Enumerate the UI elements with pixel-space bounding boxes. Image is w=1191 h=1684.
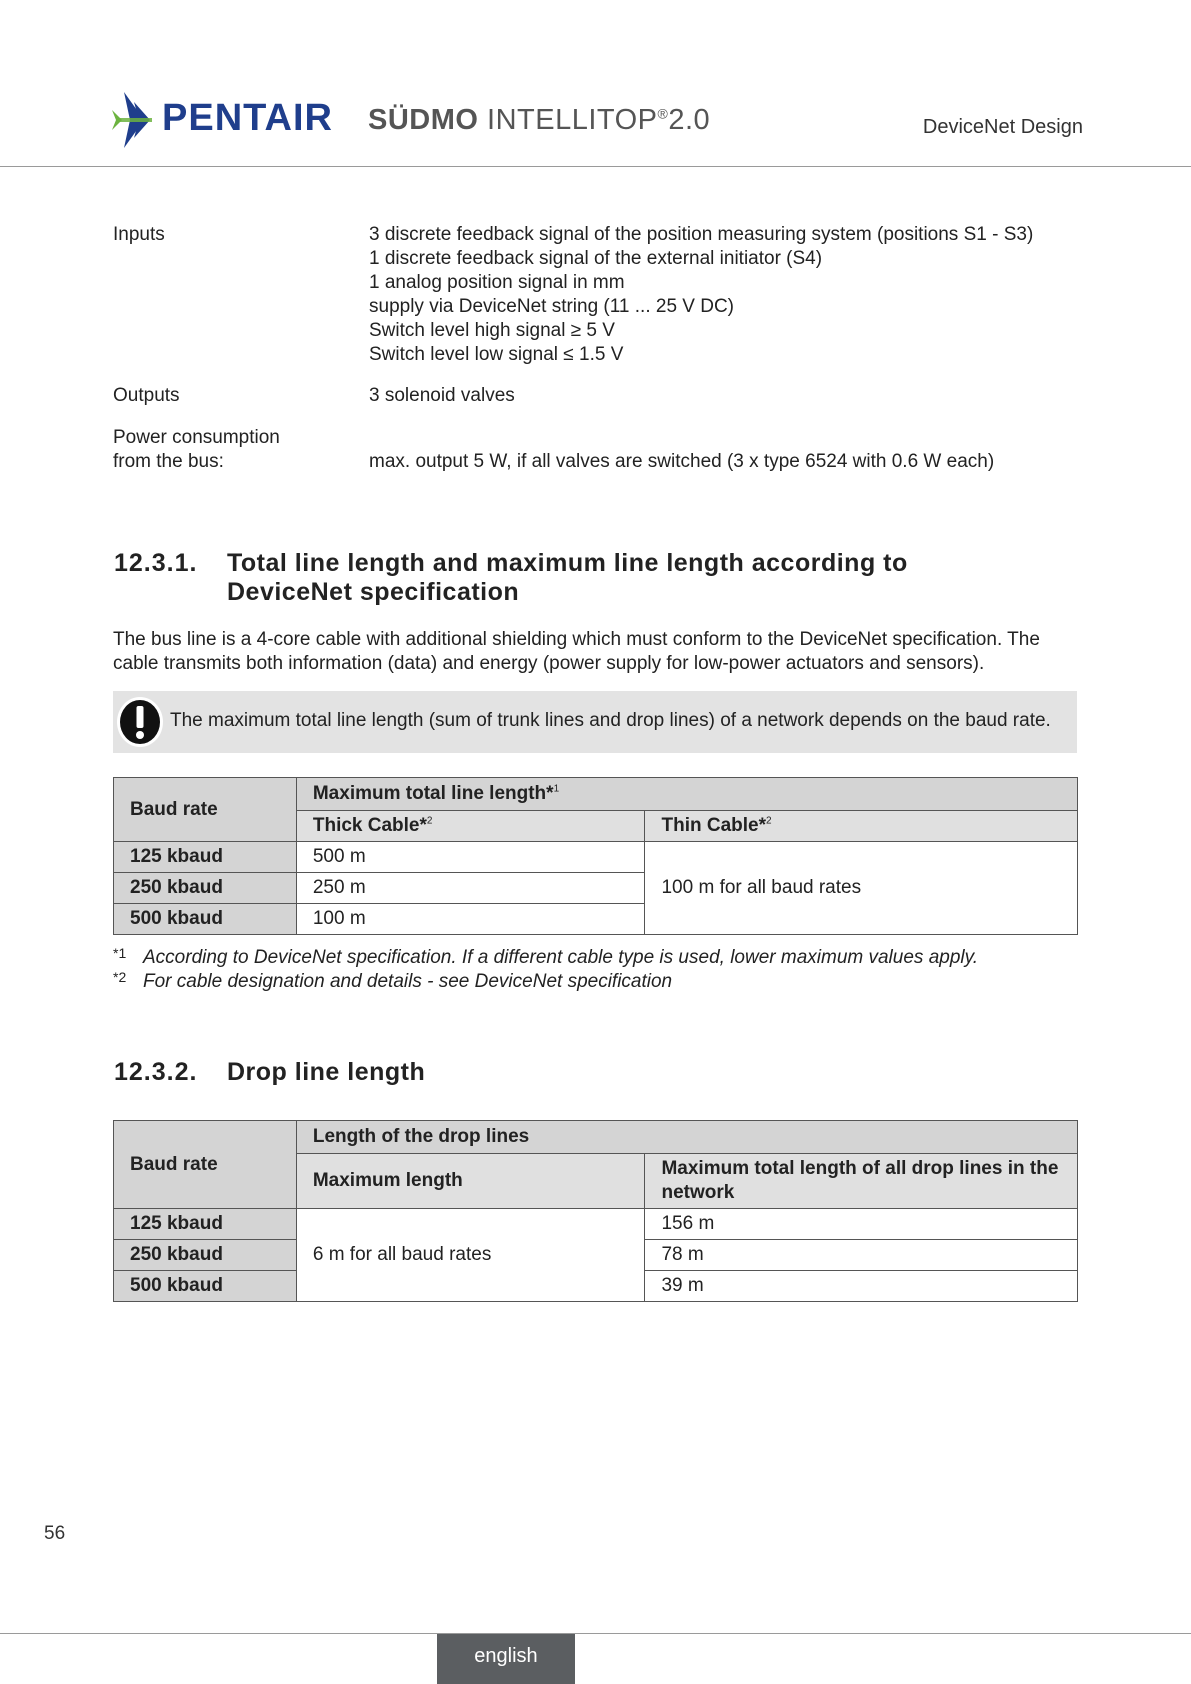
total-length-cell: 78 m <box>645 1240 1078 1271</box>
outputs-label: Outputs <box>113 385 180 406</box>
drop-lines-header: Length of the drop lines <box>296 1121 1077 1154</box>
body-paragraph: The bus line is a 4-core cable with additional shielding which must conform to the DeviceNet specification. The cable transmits both information (data) and energy (power supply for low-power actuators and sensors). <box>113 629 1040 674</box>
power-value: max. output 5 W, if all valves are switched (3 x type 6524 with 0.6 W each) <box>369 451 995 472</box>
baud-cell: 500 kbaud <box>114 904 297 935</box>
section-title: Drop line length <box>227 1058 426 1086</box>
thin-cable-header: Thin Cable*$^2$ <box>645 811 1078 842</box>
page-number: 56 <box>44 1523 66 1544</box>
language-tab[interactable]: english <box>437 1634 575 1684</box>
thick-value-cell: 500 m <box>296 842 645 873</box>
brand-name: PENTAIR <box>162 97 333 139</box>
inputs-value-line: Switch level low signal ≤ 1.5 V <box>369 344 624 365</box>
table-row <box>114 842 1078 873</box>
max-total-length-header: Maximum total line length*$^1$ <box>296 778 1077 811</box>
max-total-drop-header: Maximum total length of all drop lines in the network <box>645 1154 1078 1209</box>
power-label: Power consumption from the bus: <box>113 427 280 472</box>
total-length-cell: 156 m <box>645 1209 1078 1240</box>
header-divider <box>0 166 1191 167</box>
baud-rate-header: Baud rate <box>114 1121 297 1209</box>
total-length-cell: 39 m <box>645 1271 1078 1302</box>
outputs-value: 3 solenoid valves <box>369 385 515 406</box>
thick-cable-header: Thick Cable*$^2$ <box>296 811 645 842</box>
baud-cell: 125 kbaud <box>114 842 297 873</box>
table-row <box>114 1209 1078 1240</box>
inputs-label: Inputs <box>113 224 165 245</box>
inputs-value-line: 1 analog position signal in mm <box>369 272 625 293</box>
baud-cell: 250 kbaud <box>114 873 297 904</box>
thin-value-cell: 100 m for all baud rates <box>645 842 1078 935</box>
section-number: 12.3.1. <box>114 549 198 577</box>
thick-value-cell: 250 m <box>296 873 645 904</box>
inputs-value-line: Switch level high signal ≥ 5 V <box>369 320 615 341</box>
exclamation-icon <box>116 696 164 748</box>
inputs-value-line: 3 discrete feedback signal of the position measuring system (positions S1 - S3) <box>369 224 1034 245</box>
inputs-value-line: 1 discrete feedback signal of the external initiator (S4) <box>369 248 823 269</box>
baud-cell: 250 kbaud <box>114 1240 297 1271</box>
max-length-cell: 6 m for all baud rates <box>296 1209 645 1302</box>
baud-rate-header: Baud rate <box>114 778 297 842</box>
thick-value-cell: 100 m <box>296 904 645 935</box>
baud-cell: 500 kbaud <box>114 1271 297 1302</box>
drop-line-table <box>113 1120 1078 1302</box>
section-number: 12.3.2. <box>114 1058 198 1086</box>
notice-box <box>113 691 1077 753</box>
notice-text: The maximum total line length (sum of trunk lines and drop lines) of a network depends on the baud rate. <box>170 710 1051 731</box>
section-title: Total line length and maximum line length according to DeviceNet specification <box>227 549 908 606</box>
max-length-header: Maximum length <box>296 1154 645 1209</box>
line-length-table <box>113 777 1078 935</box>
inputs-value-line: supply via DeviceNet string (11 ... 25 V DC) <box>369 296 735 317</box>
pentair-logo-icon <box>110 92 158 148</box>
footer-divider <box>0 1633 1191 1634</box>
section-label: DeviceNet Design <box>922 116 1083 138</box>
inputs-values <box>369 223 1033 367</box>
product-name: SÜDMO INTELLITOP®2.0 <box>368 104 711 136</box>
baud-cell: 125 kbaud <box>114 1209 297 1240</box>
